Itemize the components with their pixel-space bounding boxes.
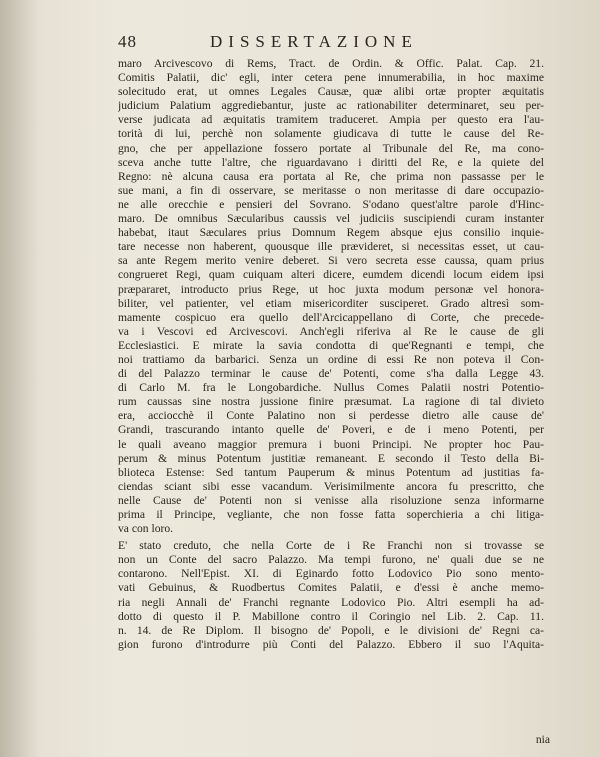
text-line: blioteca Estense: Sed tantum Pauperum & minus Potentum ad justitias fa- xyxy=(118,465,544,479)
text-line: non un Conte del sacro Palazzo. Ma tempi furono, ne' quali due se ne xyxy=(118,553,544,567)
running-title: DISSERTAZIONE xyxy=(210,32,418,51)
text-line: di del Palazzo terminar le cause de' Potenti, come s'ha dalla Legge 43. xyxy=(118,367,544,381)
text-line: va con loro. xyxy=(118,522,174,536)
text-line: tare necesse non haberent, quousque ille prævideret, si necessitas esset, ut cau- xyxy=(118,240,544,254)
text-line: solecitudo erat, ut omnes Legales Causæ, quæ alibi ortæ propter æquitatis xyxy=(118,85,544,99)
text-line: sue mani, a fin di osservare, se meritasse o non meritasse di dare occupazio- xyxy=(118,183,544,197)
page-number: 48 xyxy=(118,32,137,51)
text-line: era, acciocchè il Conte Palatino non si perdesse dietro alle cause de' xyxy=(118,409,544,423)
text-line: Regno: nè alcuna causa era portata al Re, che prima non passasse per le xyxy=(118,169,544,183)
text-line: va i Vescovi ed Arcivescovi. Anch'egli riferiva al Re le cause de gli xyxy=(118,324,544,338)
catchword: nia xyxy=(535,733,550,746)
page-header xyxy=(118,32,538,54)
text-line: Ecclesiastici. E mirate la savia condotta di que'Regnanti e tempi, che xyxy=(118,338,544,352)
text-line: vati Gebuinus, & Ruodbertus Comites Palatii, e d'essi è anche memo- xyxy=(118,581,544,595)
text-line: n. 14. de Re Diplom. Il bisogno de' Popoli, e le divisioni de' Regni ca- xyxy=(118,623,544,637)
text-line: E' stato creduto, che nella Corte de i Re Franchi non si trovasse se xyxy=(118,539,544,553)
text-line: præpararet, introducto prius Rege, ut hoc juxta modum personæ vel honora- xyxy=(118,282,544,296)
text-line: gno, che per appellazione fossero portate al Tribunale del Re, ma cono- xyxy=(118,141,544,155)
text-line: habebat, itaut Sæculares prius Domnum Regem absque ejus consilio inquie- xyxy=(118,226,544,240)
text-line: perum & minus Potentum justitiæ remaneant. E secondo il Testo della Bi- xyxy=(118,451,544,465)
text-line: ciendas sciant sibi esse vacandum. Verisimilmente ancora fu prescritto, che xyxy=(118,479,544,493)
text-line: ne alle orecchie e pensieri del Sovrano. S'odano quest'altre parole d'Hinc- xyxy=(118,197,544,211)
text-line: gion furono d'introdurre più Conti del Palazzo. Ebbero il suo l'Aquita- xyxy=(118,637,544,651)
text-line: le quali aveano maggior premura i buoni Principi. Ne propter hoc Pau- xyxy=(118,437,544,451)
text-line: sa ante Regem merito venire deberet. Si vero secreta esse caussa, quam prius xyxy=(118,254,544,268)
text-line: judicium Palatium aggrediebantur, juste ac rationabiliter determinaret, seu per- xyxy=(118,99,544,113)
text-line: congrueret Regi, quam cuiquam alteri dicere, eumdem dicendi locum eidem ipsi xyxy=(118,268,544,282)
text-line: Comitis Palatii, dic' egli, inter cetera pene innumerabilia, in hoc maxime xyxy=(118,71,544,85)
text-line: nelle Cause de' Potenti non si venisse alla risoluzione senza informarne xyxy=(118,493,544,507)
text-line: prima il Principe, vegliante, che non fosse fatta soperchieria a chi litiga- xyxy=(118,508,544,521)
text-line: rum caussas sine nostra jussione finire præsumat. La ragione di tal divieto xyxy=(118,395,544,409)
text-line: mamente cospicuo era quello dell'Arcicappellano di Corte, che precede- xyxy=(118,310,544,324)
text-line: biliter, vel patienter, vel etiam misericorditer susciperet. Grado altresì som- xyxy=(118,296,544,310)
text-line: noi trattiamo da barbarici. Senza un ordine di essi Re non poteva il Con- xyxy=(118,352,544,366)
text-line: sceva anche tutte l'altre, che riguardavano i diritti del Re, e la quiete del xyxy=(118,155,544,169)
text-line: Grandi, trascurando intanto quelle de' Poveri, e de i meno Potenti, per xyxy=(118,423,544,437)
text-line: di Carlo M. fra le Longobardiche. Nullus Comes Palatii nostri Potentio- xyxy=(118,381,544,395)
text-line: dotto di questo il P. Mabillone contro il Coringio nel Lib. 2. Cap. 11. xyxy=(118,609,544,623)
text-line: torità di lui, perchè non solamente giudicava di tutte le cause del Re- xyxy=(118,127,544,141)
text-line: ria negli Annali de' Franchi regnante Lodovico Pio. Altri esempli ha ad- xyxy=(118,595,544,609)
body-text xyxy=(118,57,544,652)
text-line: contarono. Nell'Epist. XI. di Eginardo fotto Lodovico Pio sono mento- xyxy=(118,567,544,581)
text-line: verse judicata ad æquitatis tramitem traduceret. Ampia per questo era l'au- xyxy=(118,113,544,127)
text-line: maro Arcivescovo di Rems, Tract. de Ordin. & Offic. Palat. Cap. 21. xyxy=(118,57,544,70)
text-line: maro. De omnibus Sæcularibus caussis vel judiciis suscipiendi curam instanter xyxy=(118,212,544,226)
